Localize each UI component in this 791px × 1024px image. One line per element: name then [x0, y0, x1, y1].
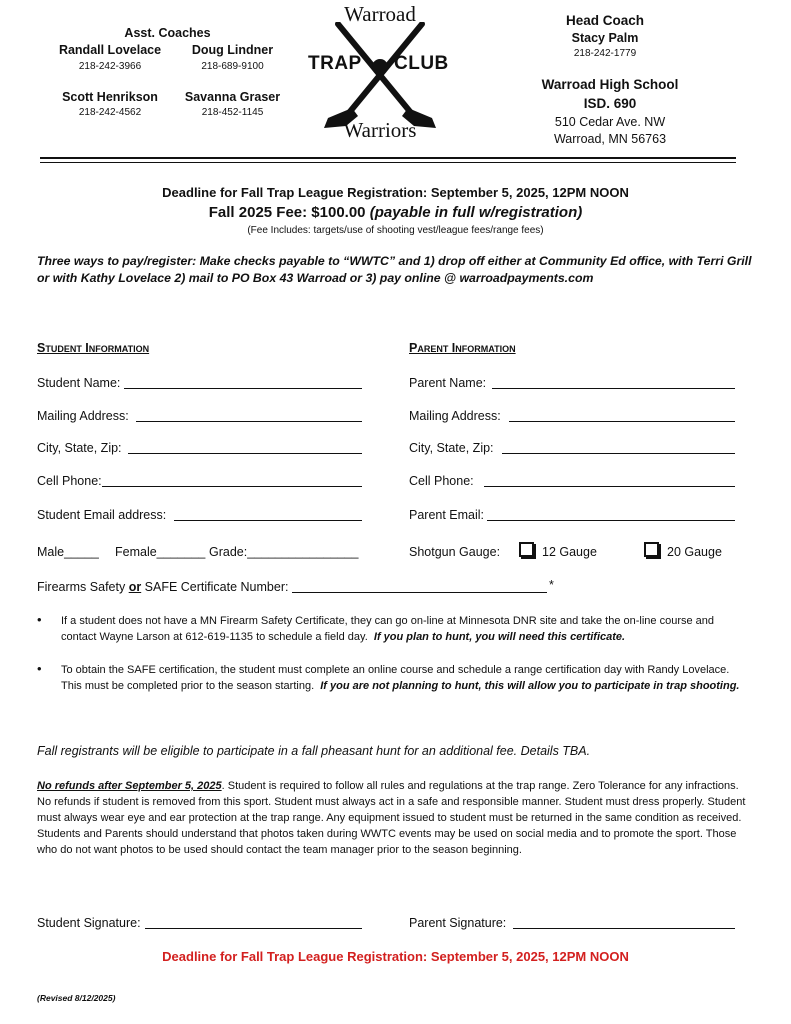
asst-coaches-label: Asst. Coaches: [124, 26, 211, 40]
gauge-12-checkbox[interactable]: [519, 542, 534, 557]
bullet-text: If a student does not have a MN Firearm Safety Certificate, they can go on-line at Minnesota DNR site and take the on-line course and contact Wayne Larson at 612-619-1135 to schedule a field day.: [61, 615, 715, 643]
fee-line: [0, 204, 791, 221]
parent-city-label: City, State, Zip:: [409, 441, 494, 455]
coach-phone: 218-452-1145: [201, 107, 264, 118]
safety-prefix: Firearms Safety: [37, 580, 129, 594]
student-name-label: Student Name:: [37, 376, 121, 390]
bullet-text: To obtain the SAFE certification, the student must complete an online course and schedule a range certification day with Randy Lovelace. This must be completed prior to the season starting.: [61, 664, 730, 692]
head-coach-name: Stacy Palm: [571, 31, 639, 45]
coach-name: Doug Lindner: [191, 43, 274, 57]
parent-mailing-label: Mailing Address:: [409, 409, 501, 423]
student-city-label: City, State, Zip:: [37, 441, 122, 455]
logo-top-text: Warroad: [344, 2, 416, 26]
coach-phone: 218-242-4562: [78, 107, 142, 118]
registration-deadline: Deadline for Fall Trap League Registration: September 5, 2025, 12PM NOON: [162, 185, 629, 200]
shotgun-gauge-label: Shotgun Gauge:: [409, 545, 501, 559]
payment-instructions: Three ways to pay/register: Make checks payable to “WWTC” and 1) drop off either at Community Ed office, with Terri Grill or with Kathy Lovelace 2) mail to PO Box 43 Warroad or 3) pay online @ warroadpayments.com: [37, 254, 752, 285]
parent-phone-field[interactable]: [484, 486, 735, 487]
coach-name: Randall Lovelace: [58, 43, 162, 57]
fee-includes: (Fee Includes: targets/use of shooting vest/league fees/range fees): [247, 225, 544, 236]
student-signature-label: Student Signature:: [37, 916, 141, 930]
crossed-rifles-icon: [300, 22, 460, 132]
parent-city-field[interactable]: [502, 453, 735, 454]
safety-suffix: SAFE Certificate Number:: [141, 580, 289, 594]
student-signature-field[interactable]: [145, 928, 362, 929]
refund-body: . Student is required to follow all rules and regulations at the trap range. Zero Tolerance for any infractions. No refunds if student is removed from this sport. Student must always act in a safe and responsible manner. Student must dress properly. Student must always wear eye and ear protection at the trap range. Any equipment issued to student must be returned in the same condition as received. Students and Parents should understand that photos taken during WWTC events may be used on social media and to promote the sport. Those who do not want photos to be used should contact the team manager prior to the season beginning.: [37, 780, 746, 856]
footer-deadline: Deadline for Fall Trap League Registration: September 5, 2025, 12PM NOON: [162, 949, 629, 964]
school-city: Warroad, MN 56763: [553, 132, 667, 146]
parent-email-label: Parent Email:: [409, 508, 485, 522]
female-field[interactable]: Female_______: [115, 545, 206, 559]
coach-phone: 218-689-9100: [201, 61, 264, 72]
parent-signature-label: Parent Signature:: [409, 916, 507, 930]
refund-policy: [37, 778, 755, 858]
header-divider: [40, 162, 736, 163]
parent-info-heading: Parent Information: [409, 341, 516, 355]
school-district: ISD. 690: [583, 96, 637, 111]
pheasant-hunt-note: Fall registrants will be eligible to participate in a fall pheasant hunt for an additional fee. Details TBA.: [37, 744, 591, 758]
parent-mailing-field[interactable]: [509, 421, 735, 422]
bullet-icon: •: [37, 661, 42, 676]
coach-name: Scott Henrikson: [62, 90, 158, 104]
header-divider: [40, 157, 736, 159]
student-email-field[interactable]: [174, 520, 362, 521]
logo-right-text: CLUB: [394, 53, 449, 74]
student-mailing-label: Mailing Address:: [37, 409, 129, 423]
parent-phone-label: Cell Phone:: [409, 474, 474, 488]
parent-name-field[interactable]: [492, 388, 735, 389]
safety-certificate-field[interactable]: [292, 592, 547, 593]
coach-name: Savanna Graser: [184, 90, 281, 104]
parent-signature-field[interactable]: [513, 928, 735, 929]
grade-field[interactable]: Grade:________________: [209, 545, 359, 559]
school-address: 510 Cedar Ave. NW: [554, 115, 666, 129]
student-phone-field[interactable]: [102, 486, 362, 487]
bullet-emphasis: If you plan to hunt, you will need this certificate.: [373, 631, 626, 643]
fee-note: (payable in full w/registration): [369, 204, 583, 221]
student-phone-label: Cell Phone:: [37, 474, 102, 488]
fee-amount: Fall 2025 Fee: $100.00: [208, 204, 366, 221]
parent-name-label: Parent Name:: [409, 376, 487, 390]
bullet-firearm-safety: [61, 613, 751, 645]
refund-lead: No refunds after September 5, 2025: [37, 780, 222, 792]
gauge-12-label: 12 Gauge: [542, 545, 597, 559]
bullet-icon: •: [37, 612, 42, 627]
logo-bottom-text: Warriors: [343, 118, 417, 142]
coach-phone: 218-242-3966: [78, 61, 142, 72]
student-name-field[interactable]: [124, 388, 362, 389]
trap-club-logo: [300, 2, 460, 147]
male-field[interactable]: Male_____: [37, 545, 99, 559]
gauge-20-label: 20 Gauge: [667, 545, 722, 559]
safety-or: or: [128, 580, 142, 594]
gauge-20-checkbox[interactable]: [644, 542, 659, 557]
head-coach-phone: 218-242-1779: [573, 48, 637, 59]
bullet-emphasis: If you are not planning to hunt, this will allow you to participate in trap shooting.: [320, 680, 740, 692]
parent-email-field[interactable]: [487, 520, 735, 521]
school-name: Warroad High School: [541, 77, 679, 92]
student-email-label: Student Email address:: [37, 508, 167, 522]
safety-certificate-label: [37, 580, 288, 594]
revised-date: (Revised 8/12/2025): [37, 993, 116, 1003]
student-city-field[interactable]: [128, 453, 362, 454]
bullet-safe-certification: [61, 662, 751, 694]
student-info-heading: Student Information: [37, 341, 150, 355]
student-mailing-field[interactable]: [136, 421, 362, 422]
head-coach-label: Head Coach: [565, 13, 645, 28]
logo-left-text: TRAP: [308, 53, 362, 74]
safety-asterisk: *: [549, 578, 554, 592]
